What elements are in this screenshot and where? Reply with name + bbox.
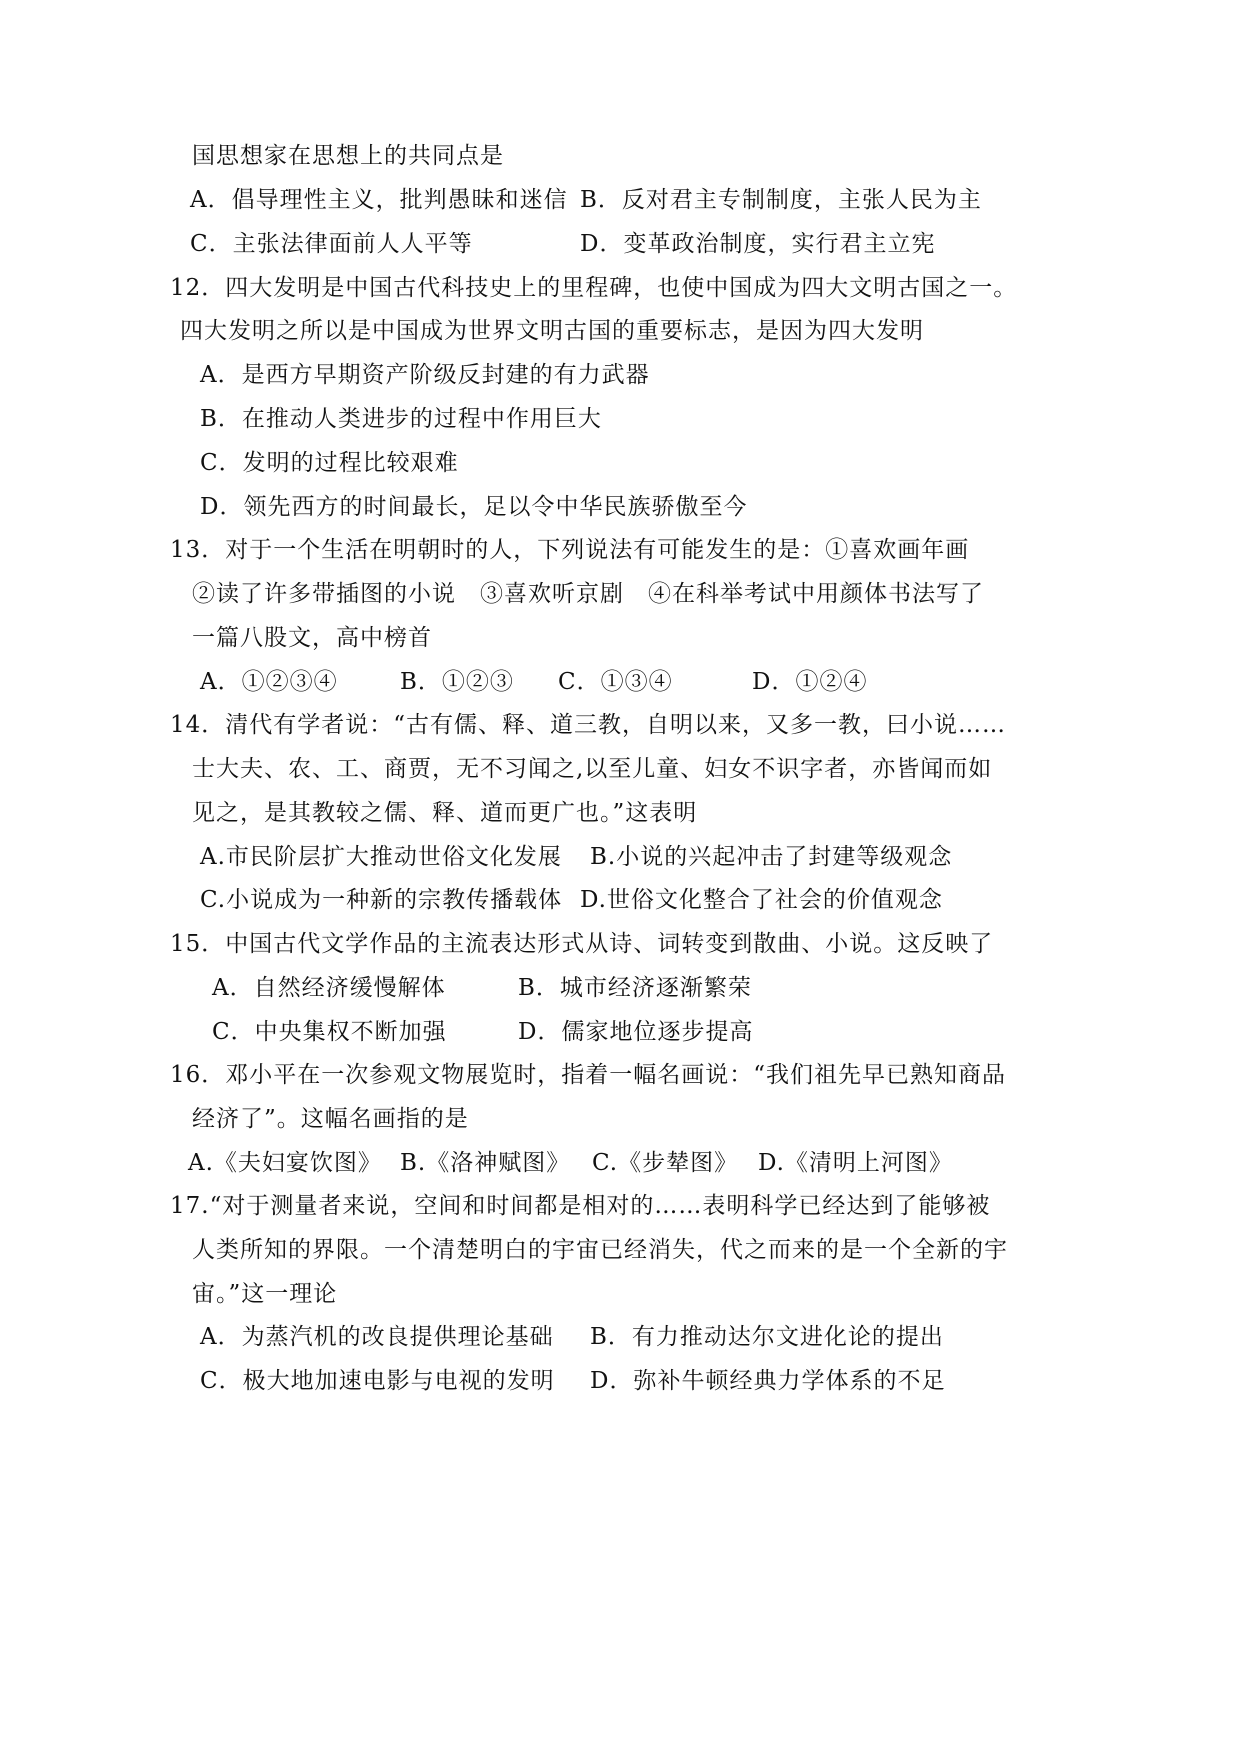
q17-stem-line1: 17.“对于测量者来说，空间和时间都是相对的……表明科学已经达到了能够被 xyxy=(170,1193,991,1219)
q16-stem-line2: 经济了”。这幅名画指的是 xyxy=(192,1106,469,1132)
q12-option-d: D．领先西方的时间最长，足以令中华民族骄傲至今 xyxy=(200,494,748,520)
q13-option-c: C．①③④ xyxy=(558,669,673,695)
q12-stem-line2: 四大发明之所以是中国成为世界文明古国的重要标志，是因为四大发明 xyxy=(180,318,924,344)
q11-option-c: C．主张法律面前人人平等 xyxy=(190,231,473,257)
q13-stem-line2: ②读了许多带插图的小说 ③喜欢听京剧 ④在科举考试中用颜体书法写了 xyxy=(192,581,984,607)
q12-stem-line1: 12．四大发明是中国古代科技史上的里程碑，也使中国成为四大文明古国之一。 xyxy=(170,275,1018,301)
q16-option-d: D.《清明上河图》 xyxy=(758,1150,953,1176)
q16-stem-line1: 16．邓小平在一次参观文物展览时，指着一幅名画说：“我们祖先早已熟知商品 xyxy=(170,1062,1007,1088)
q15-option-a: A．自然经济缓慢解体 xyxy=(212,975,446,1001)
q15-option-b: B．城市经济逐渐繁荣 xyxy=(518,975,752,1001)
q15-stem: 15．中国古代文学作品的主流表达形式从诗、词转变到散曲、小说。这反映了 xyxy=(170,931,994,957)
q15-option-d: D．儒家地位逐步提高 xyxy=(518,1019,754,1045)
q17-option-c: C．极大地加速电影与电视的发明 xyxy=(200,1368,555,1394)
q13-option-a: A．①②③④ xyxy=(200,669,338,695)
q13-stem-line1: 13．对于一个生活在明朝时的人，下列说法有可能发生的是：①喜欢画年画 xyxy=(170,537,970,563)
q14-option-c: C.小说成为一种新的宗教传播载体 xyxy=(200,887,563,913)
q14-stem-line1: 14．清代有学者说：“古有儒、释、道三教，自明以来，又多一教，曰小说…… xyxy=(170,712,1007,738)
q13-stem-line3: 一篇八股文，高中榜首 xyxy=(192,625,432,651)
q14-stem-line3: 见之，是其教较之儒、释、道而更广也。”这表明 xyxy=(192,800,698,826)
q11-option-b: B．反对君主专制制度，主张人民为主 xyxy=(580,187,982,213)
q12-option-c: C．发明的过程比较艰难 xyxy=(200,450,459,476)
q16-option-a: A.《夫妇宴饮图》 xyxy=(188,1150,382,1176)
q14-stem-line2: 士大夫、农、工、商贾，无不习闻之,以至儿童、妇女不识字者，亦皆闻而如 xyxy=(192,756,993,782)
q13-option-b: B．①②③ xyxy=(400,669,514,695)
q11-option-d: D．变革政治制度，实行君主立宪 xyxy=(580,231,936,257)
q17-stem-line2: 人类所知的界限。一个清楚明白的宇宙已经消失，代之而来的是一个全新的宇 xyxy=(192,1237,1008,1263)
q14-option-a: A.市民阶层扩大推动世俗文化发展 xyxy=(200,844,562,870)
q12-option-b: B．在推动人类进步的过程中作用巨大 xyxy=(200,406,602,432)
q11-option-a: A．倡导理性主义，批判愚昧和迷信 xyxy=(190,187,568,213)
q16-option-b: B.《洛神赋图》 xyxy=(400,1150,571,1176)
q17-option-a: A．为蒸汽机的改良提供理论基础 xyxy=(200,1324,554,1350)
q14-option-b: B.小说的兴起冲击了封建等级观念 xyxy=(590,844,953,870)
q16-option-c: C.《步辇图》 xyxy=(592,1150,739,1176)
q11-stem: 国思想家在思想上的共同点是 xyxy=(192,143,504,169)
q13-option-d: D．①②④ xyxy=(752,669,868,695)
q12-option-a: A．是西方早期资产阶级反封建的有力武器 xyxy=(200,362,650,388)
q17-option-b: B．有力推动达尔文进化论的提出 xyxy=(590,1324,944,1350)
q17-option-d: D．弥补牛顿经典力学体系的不足 xyxy=(590,1368,946,1394)
q15-option-c: C．中央集权不断加强 xyxy=(212,1019,447,1045)
q17-stem-line3: 宙。”这一理论 xyxy=(192,1281,338,1307)
q14-option-d: D.世俗文化整合了社会的价值观念 xyxy=(580,887,943,913)
